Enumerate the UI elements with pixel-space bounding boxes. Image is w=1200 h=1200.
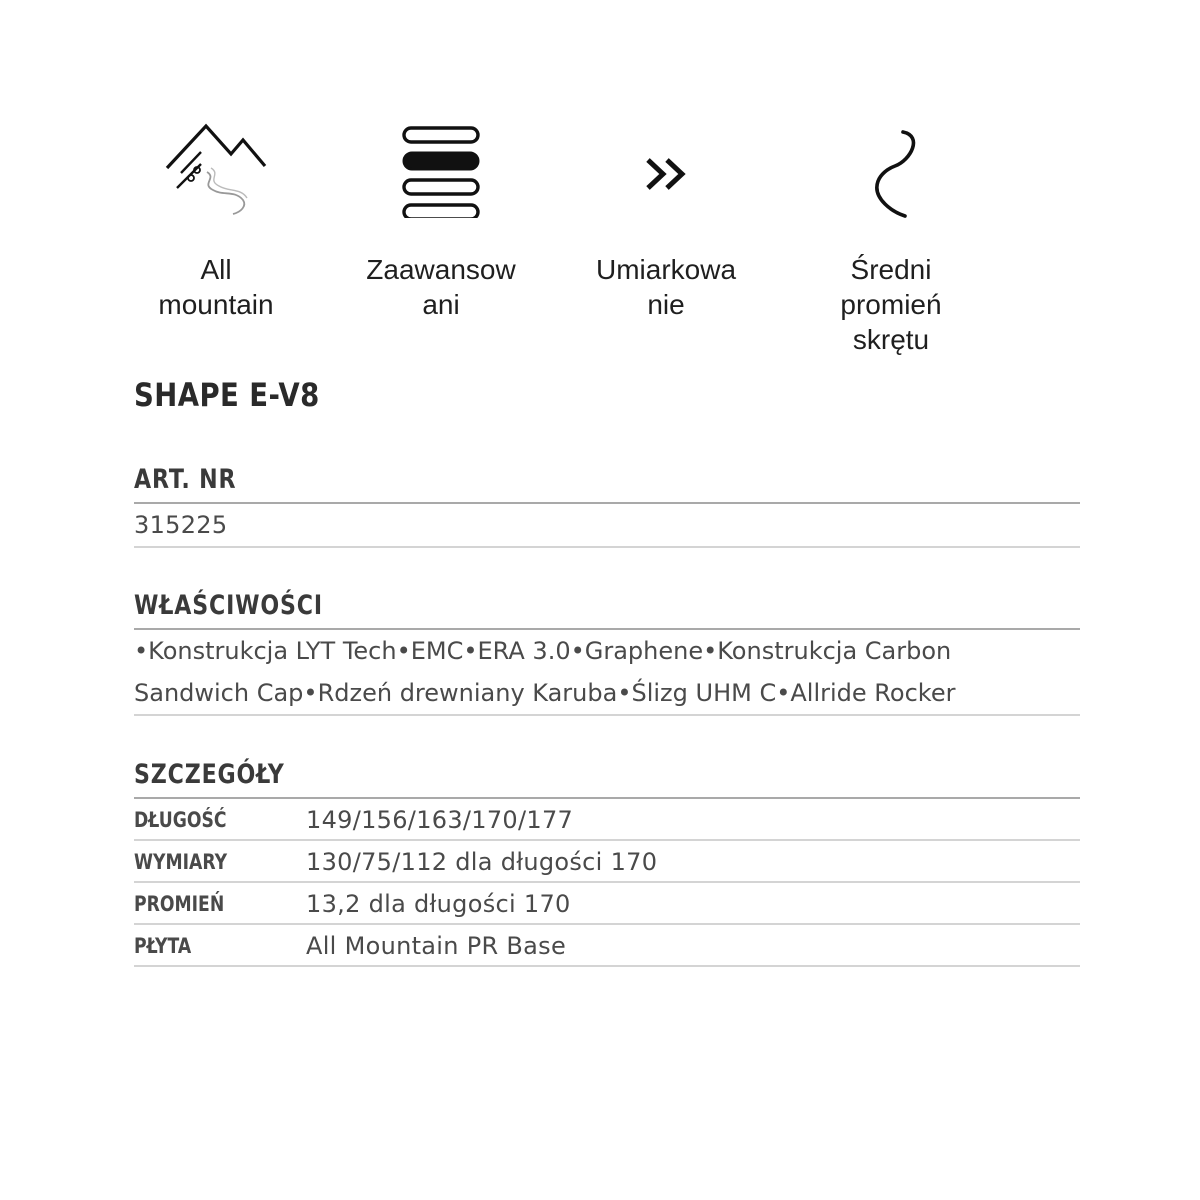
feature-label (554, 252, 778, 322)
details-value: 149/156/163/170/177 (306, 806, 574, 834)
properties-section (134, 588, 1080, 716)
details-section (134, 757, 1080, 967)
properties-list (134, 630, 1080, 716)
feature-icons-row (104, 118, 1004, 368)
feature-advanced (329, 118, 553, 322)
mountain-skier-icon (161, 118, 271, 218)
table-row (134, 883, 1080, 925)
feature-label-line: Umiarkowa (595, 254, 737, 285)
details-table (134, 799, 1080, 967)
double-chevron-right-icon (616, 118, 716, 218)
details-key: PŁYTA (134, 934, 192, 958)
feature-label-line: ani (422, 289, 460, 320)
details-key: DŁUGOŚĆ (134, 808, 227, 832)
table-row (134, 925, 1080, 967)
feature-moderate (554, 118, 778, 322)
stacked-layers-icon (391, 118, 491, 218)
feature-label (329, 252, 553, 322)
feature-label-line: mountain (158, 289, 274, 320)
section-heading: ART. NR (134, 464, 237, 495)
feature-label (779, 252, 1003, 357)
feature-medium-radius (779, 118, 1003, 357)
feature-label-line: Średni (850, 254, 932, 285)
feature-label-line: Zaawansow (366, 254, 516, 285)
art-nr-value: 315225 (134, 504, 1080, 548)
details-value: 13,2 dla długości 170 (306, 890, 571, 918)
art-nr-heading-row (134, 462, 1080, 504)
properties-line: •Konstrukcja LYT Tech•EMC•ERA 3.0•Graphene•Konstrukcja Carbon (134, 637, 952, 665)
feature-label-line: All (200, 254, 232, 285)
properties-line: Sandwich Cap•Rdzeń drewniany Karuba•Ślizg UHM C•Allride Rocker (134, 679, 956, 707)
details-key: PROMIEŃ (134, 892, 225, 916)
details-value: All Mountain PR Base (306, 932, 567, 960)
properties-heading-row (134, 588, 1080, 630)
feature-all-mountain (104, 118, 328, 322)
feature-label (104, 252, 328, 322)
feature-label-line: promień (840, 289, 942, 320)
details-key: WYMIARY (134, 850, 228, 874)
details-heading-row (134, 757, 1080, 799)
feature-label-line: nie (647, 289, 685, 320)
art-nr-section (134, 462, 1080, 548)
s-curve-icon (841, 118, 941, 218)
details-value: 130/75/112 dla długości 170 (306, 848, 658, 876)
product-title: SHAPE E-V8 (134, 376, 320, 414)
feature-label-line: skrętu (852, 324, 930, 355)
table-row (134, 841, 1080, 883)
section-heading: WŁAŚCIWOŚCI (134, 590, 323, 621)
table-row (134, 799, 1080, 841)
section-heading: SZCZEGÓŁY (134, 759, 285, 790)
